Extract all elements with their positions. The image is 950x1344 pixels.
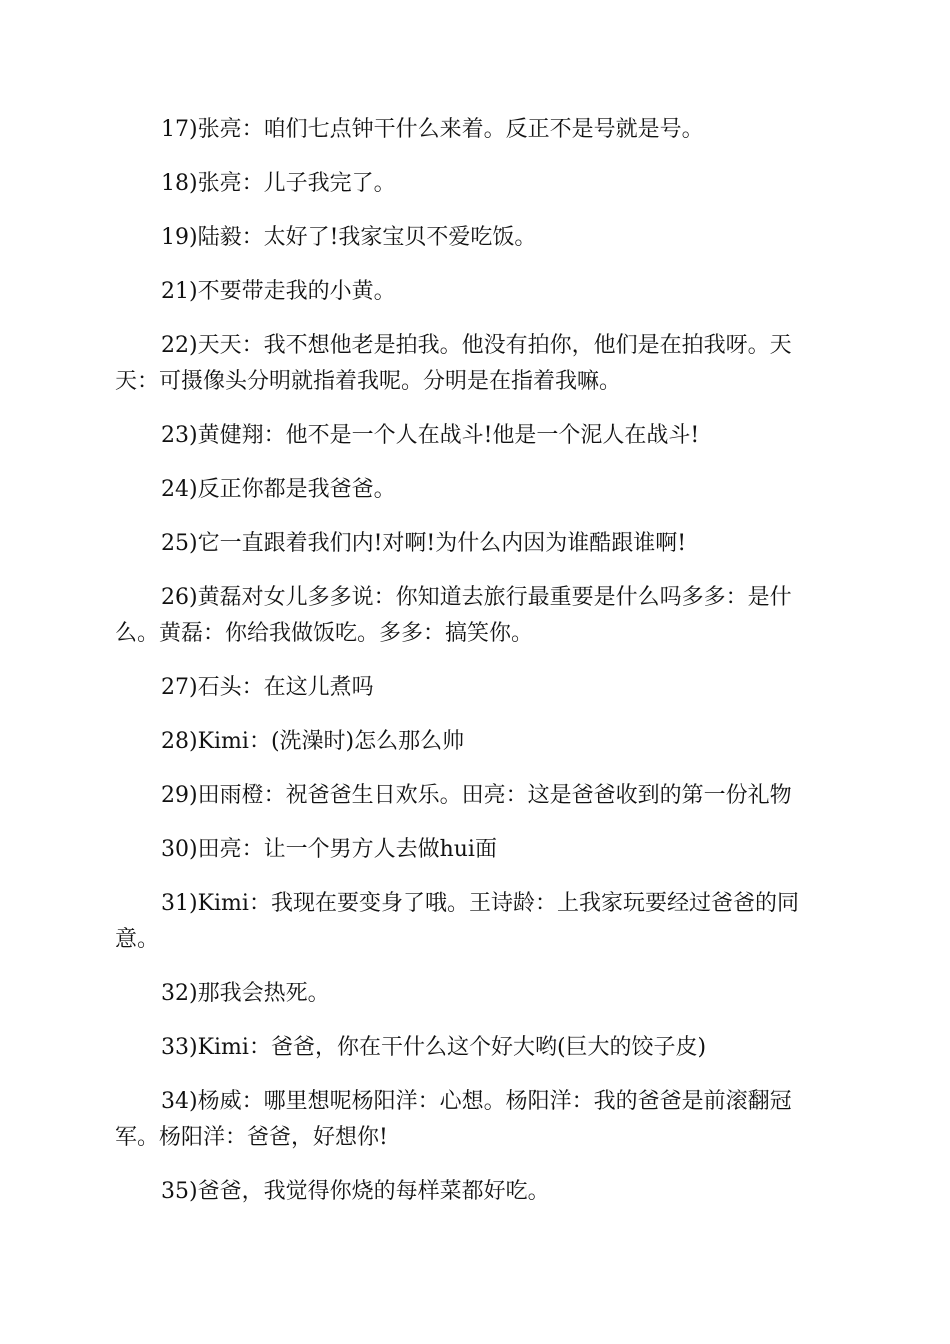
paragraph: 23)黄健翔：他不是一个人在战斗!他是一个泥人在战斗! — [161, 423, 700, 448]
paragraph: 30)田亮：让一个男方人去做hui面 — [161, 837, 497, 862]
paragraph: 18)张亮：儿子我完了。 — [161, 171, 396, 196]
paragraph: 35)爸爸，我觉得你烧的每样菜都好吃。 — [161, 1179, 550, 1204]
paragraph: 33)Kimi：爸爸，你在干什么这个好大哟(巨大的饺子皮) — [161, 1035, 707, 1060]
paragraph: 27)石头：在这儿煮吗 — [161, 675, 374, 700]
paragraph: 25)它一直跟着我们内!对啊!为什么内因为谁酷跟谁啊! — [161, 531, 687, 556]
paragraph: 24)反正你都是我爸爸。 — [161, 477, 396, 502]
paragraph: 34)杨威：哪里想呢杨阳洋：心想。杨阳洋：我的爸爸是前滚翻冠军。杨阳洋：爸爸，好想你! — [115, 1089, 792, 1150]
paragraph: 28)Kimi：(洗澡时)怎么那么帅 — [161, 729, 465, 754]
paragraph: 22)天天：我不想他老是拍我。他没有拍你，他们是在拍我呀。天天：可摄像头分明就指着我呢。分明是在指着我嘛。 — [115, 333, 792, 394]
paragraph: 29)田雨橙：祝爸爸生日欢乐。田亮：这是爸爸收到的第一份礼物 — [161, 783, 792, 808]
paragraph: 26)黄磊对女儿多多说：你知道去旅行最重要是什么吗多多：是什么。黄磊：你给我做饭吃。多多：搞笑你。 — [115, 585, 792, 646]
document-body — [115, 112, 805, 1228]
paragraph: 17)张亮：咱们七点钟干什么来着。反正不是号就是号。 — [161, 117, 704, 142]
paragraph: 19)陆毅：太好了!我家宝贝不爱吃饭。 — [161, 225, 537, 250]
paragraph: 32)那我会热死。 — [161, 981, 330, 1006]
paragraph: 21)不要带走我的小黄。 — [161, 279, 396, 304]
paragraph: 31)Kimi：我现在要变身了哦。王诗龄：上我家玩要经过爸爸的同意。 — [115, 891, 799, 952]
